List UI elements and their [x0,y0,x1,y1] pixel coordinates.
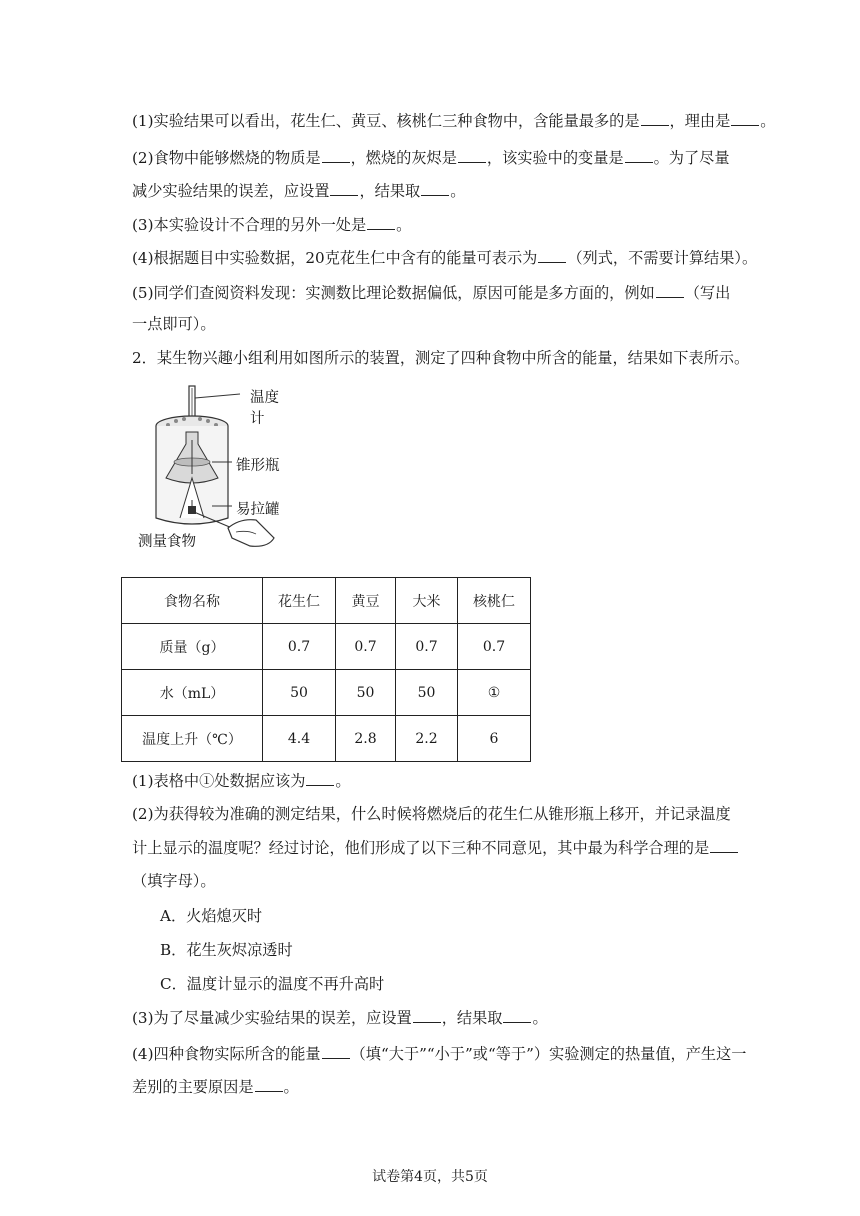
answer-blank[interactable] [710,838,738,853]
question-1-part-2-cont [132,181,740,201]
table-cell: 4.4 [263,716,336,762]
answer-blank[interactable] [421,181,449,196]
table-header-cell: 大米 [396,578,458,624]
table-cell: 水（mL） [122,670,263,716]
text-segment: ，燃烧的灰烬是 [350,149,457,167]
question-1-part-1 [132,111,776,131]
hand-shape [228,520,274,547]
text-segment: (1)表格中①处数据应该为 [132,772,306,790]
text-segment: 。 [335,772,351,790]
table-cell: 50 [263,670,336,716]
table-cell: 0.7 [396,624,458,670]
option-b[interactable]: B．花生灰烬凉透时 [160,941,293,959]
table-header-cell: 核桃仁 [458,578,531,624]
text-segment: 。 [450,182,466,200]
table-header-cell: 花生仁 [263,578,336,624]
question-2-stem: 2．某生物兴趣小组利用如图所示的装置，测定了四种食物中所含的能量，结果如下表所示。 [132,349,750,367]
answer-blank[interactable] [503,1008,531,1023]
text-segment: (4)根据题目中实验数据，20克花生仁中含有的能量可表示为 [132,249,538,267]
table-cell: 0.7 [263,624,336,670]
table-cell: 温度上升（℃） [122,716,263,762]
text-segment: ，结果取 [359,182,421,200]
text-segment: 。 [532,1009,548,1027]
table-header-cell: 黄豆 [336,578,396,624]
table-cell: 50 [396,670,458,716]
answer-blank[interactable] [625,148,653,163]
table-cell: 0.7 [336,624,396,670]
question-2-part-2-cont [132,838,740,858]
answer-blank[interactable] [322,148,350,163]
text-segment: (1)实验结果可以看出，花生仁、黄豆、核桃仁三种食物中，含能量最多的是 [132,112,640,130]
answer-blank[interactable] [367,215,395,230]
can-label: 易拉罐 [236,502,280,518]
question-2-part-4-cont [132,1077,740,1097]
text-segment: 。 [283,1078,299,1096]
text-segment: 。 [760,112,776,130]
question-2-part-2: (2)为获得较为准确的测定结果，什么时候将燃烧后的花生仁从锥形瓶上移开，并记录温度 [132,805,731,823]
option-c[interactable]: C．温度计显示的温度不再升高时 [160,975,385,993]
page-footer: 试卷第4页，共5页 [372,1169,488,1185]
question-2-part-1 [132,771,740,791]
option-a[interactable]: A．火焰熄灭时 [160,907,263,925]
answer-blank[interactable] [322,1044,350,1059]
text-segment: （列式，不需要计算结果）。 [567,249,758,267]
question-1-part-3 [132,215,740,235]
answer-blank[interactable] [458,148,486,163]
answer-blank[interactable] [255,1077,283,1092]
text-segment: 。 [396,216,412,234]
table-header-row [122,578,531,624]
flask-label: 锥形瓶 [236,458,280,474]
text-segment: (4)四种食物实际所含的能量 [132,1045,321,1063]
question-1-part-2 [132,148,740,168]
table-cell: ① [458,670,531,716]
table-cell: 6 [458,716,531,762]
text-segment: 差别的主要原因是 [132,1078,254,1096]
answer-blank[interactable] [656,283,684,298]
table-row [122,624,531,670]
table-row [122,716,531,762]
text-segment: 减少实验结果的误差，应设置 [132,182,330,200]
food-energy-table [121,577,531,762]
thermometer-label: 温度计 [250,390,279,427]
food-label: 测量食物 [138,534,196,550]
question-2-part-3 [132,1008,740,1028]
text-segment: ，结果取 [441,1009,503,1027]
answer-blank[interactable] [413,1008,441,1023]
text-segment: (5)同学们查阅资料发现：实测数比理论数据偏低，原因可能是多方面的，例如 [132,284,655,302]
text-segment: （填“大于”“小于”或“等于”）实验测定的热量值，产生这一 [350,1045,747,1063]
question-2-part-2-cont2: （填字母）。 [132,872,216,890]
answer-blank[interactable] [330,181,358,196]
text-segment: (2)食物中能够燃烧的物质是 [132,149,321,167]
text-segment: ，理由是 [669,112,731,130]
question-2-part-4 [132,1044,747,1064]
question-1-part-5-cont: 一点即可）。 [132,315,216,333]
apparatus-figure [132,382,282,552]
table-header-cell: 食物名称 [122,578,263,624]
text-segment: 。为了尽量 [653,149,730,167]
text-segment: ，该实验中的变量是 [486,149,624,167]
text-segment: (3)为了尽量减少实验结果的误差，应设置 [132,1009,412,1027]
question-1-part-4 [132,248,758,268]
table-cell: 0.7 [458,624,531,670]
answer-blank[interactable] [641,111,669,126]
question-1-part-5 [132,283,740,303]
text-segment: 计上显示的温度呢？经过讨论，他们形成了以下三种不同意见，其中最为科学合理的是 [132,839,710,857]
text-segment: （写出 [684,284,731,302]
table-row [122,670,531,716]
table-cell: 2.8 [336,716,396,762]
table-cell: 2.2 [396,716,458,762]
table-cell: 质量（g） [122,624,263,670]
answer-blank[interactable] [538,248,566,263]
answer-blank[interactable] [731,111,759,126]
answer-blank[interactable] [306,771,334,786]
table-cell: 50 [336,670,396,716]
text-segment: (3)本实验设计不合理的另外一处是 [132,216,367,234]
